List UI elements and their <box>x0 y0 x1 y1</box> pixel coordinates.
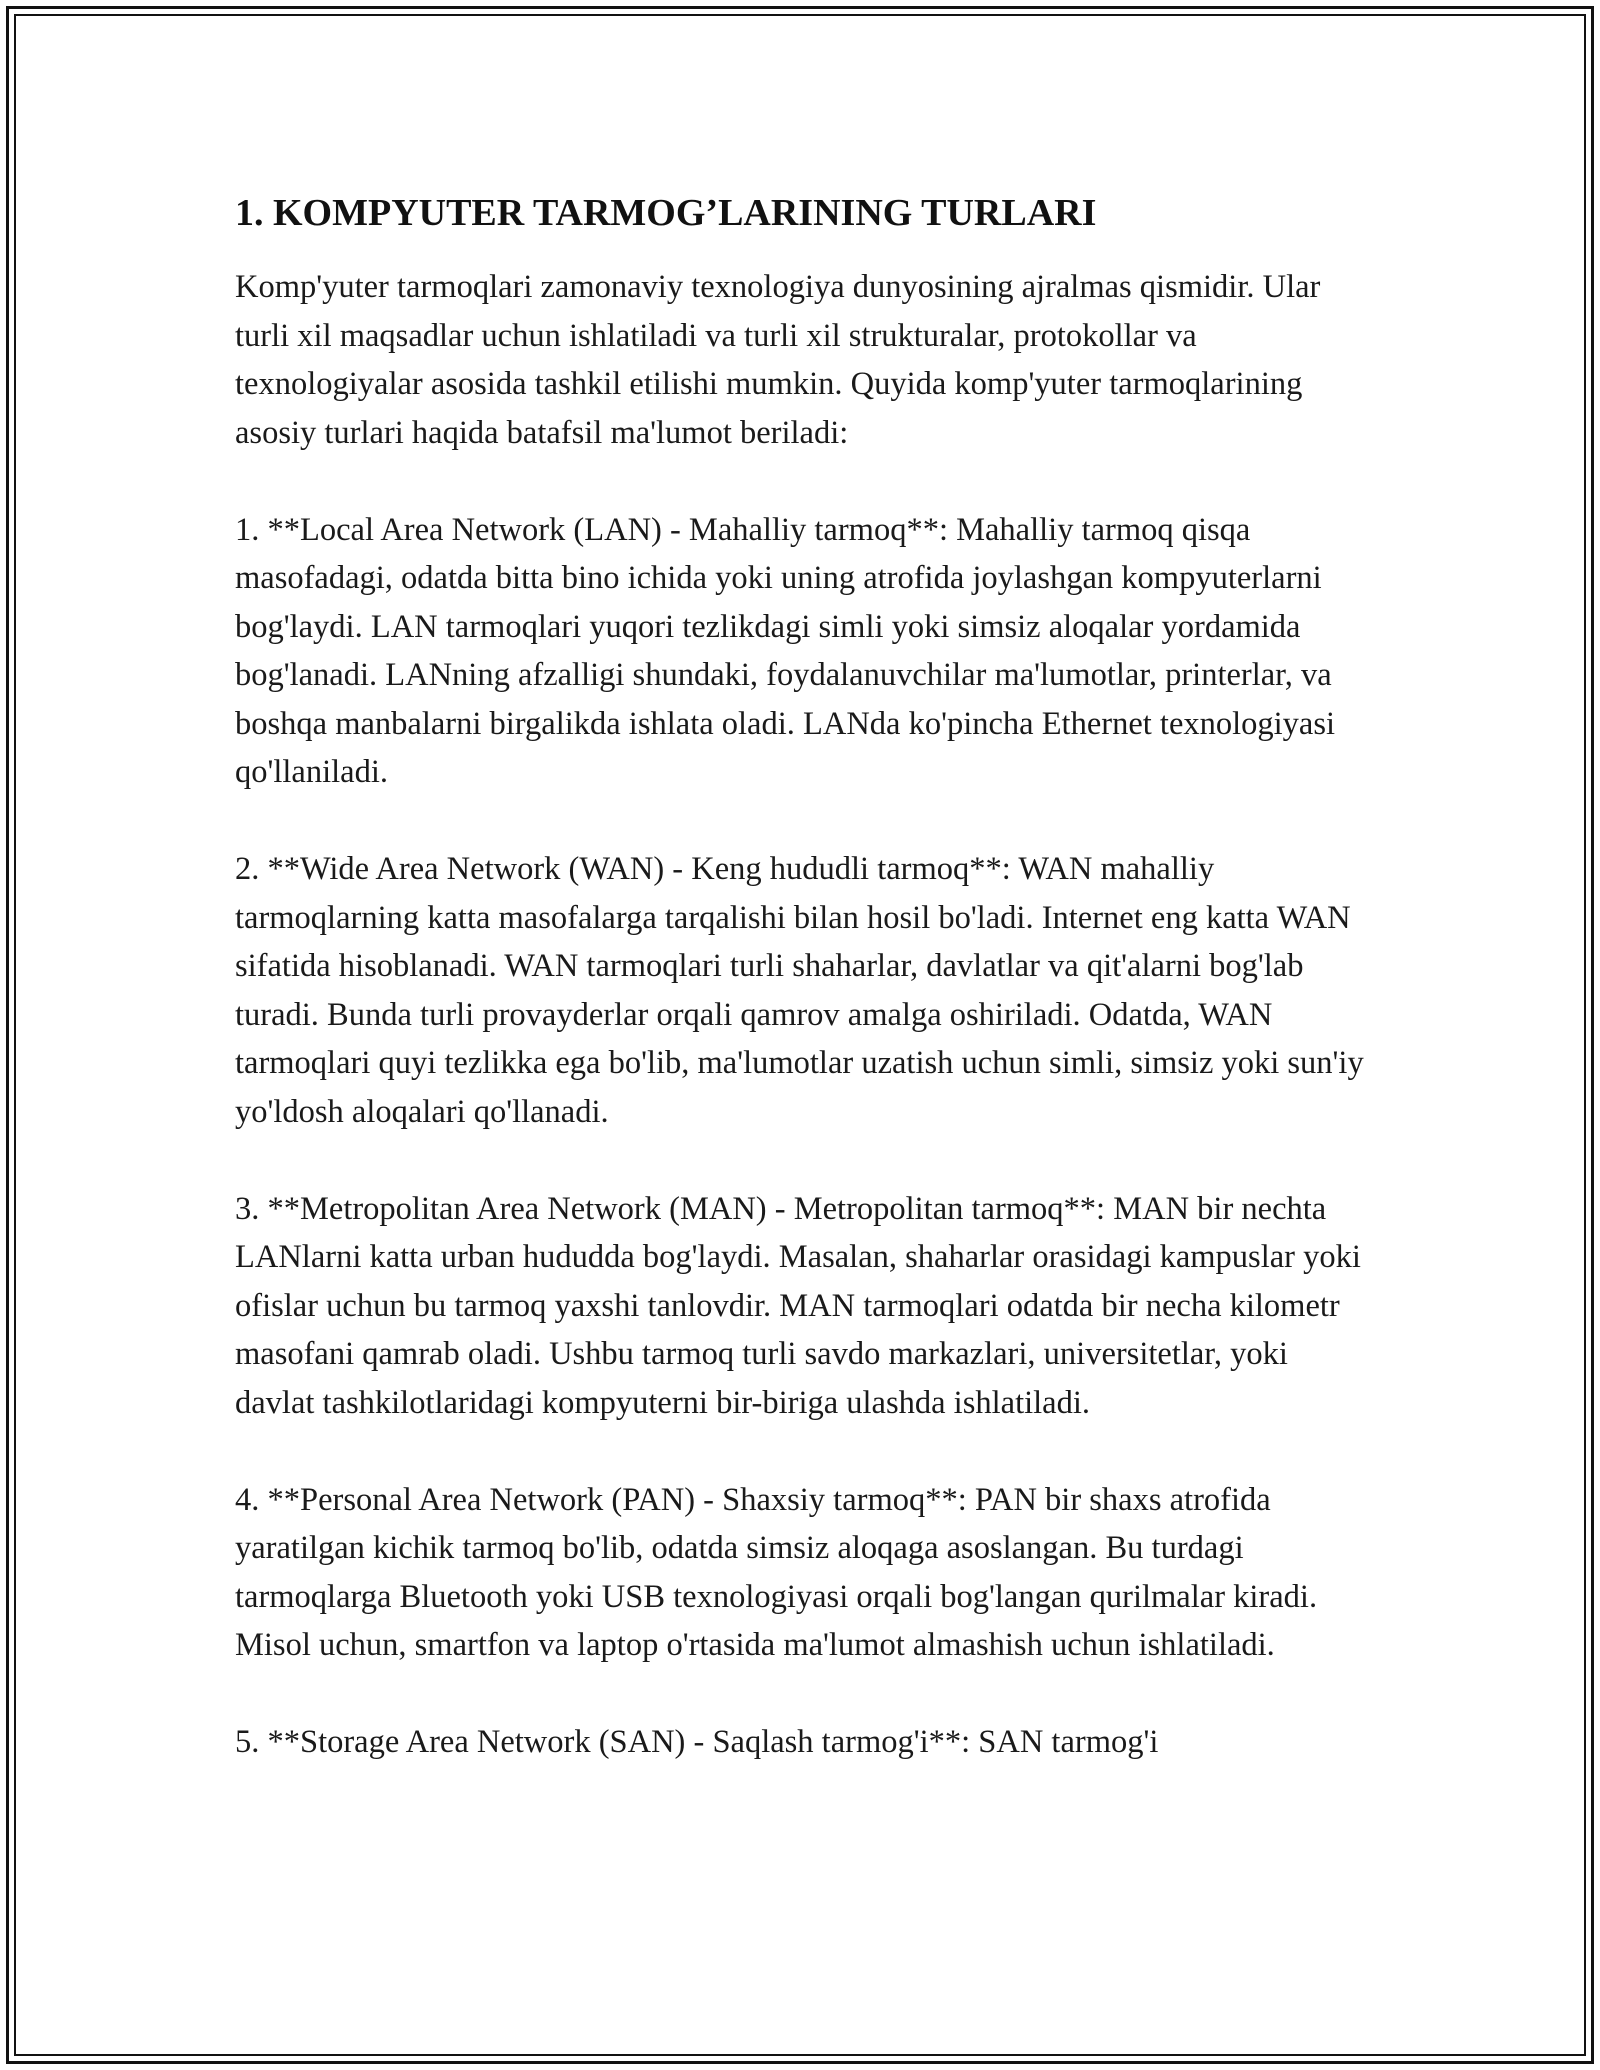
pan-paragraph: 4. **Personal Area Network (PAN) - Shaxsiy tarmoq**: PAN bir shaxs atrofida yaratilgan kichik tarmoq bo'lib, odatda simsiz aloqaga asoslangan. Bu turdagi tarmoqlarga Bluetooth yoki USB texnologiyasi orqali bog'langan qurilmalar kiradi. Misol uchun, smartfon va laptop o'rtasida ma'lumot almashish uchun ishlatiladi. <box>235 1481 1318 1663</box>
document-body <box>235 185 1370 1815</box>
man-paragraph: 3. **Metropolitan Area Network (MAN) - Metropolitan tarmoq**: MAN bir nechta LANlarni katta urban hududda bog'laydi. Masalan, shaharlar orasidagi kampuslar yoki ofislar uchun bu tarmoq yaxshi tanlovdir. MAN tarmoqlari odatda bir necha kilometr masofani qamrab oladi. Ushbu tarmoq turli savdo markazlari, universitetlar, yoki davlat tashkilotlaridagi kompyuterni bir-biriga ulashda ishlatiladi. <box>235 1190 1361 1421</box>
document-heading: 1. KOMPYUTER TARMOG’LARINING TURLARI <box>235 192 1097 234</box>
lan-paragraph: 1. **Local Area Network (LAN) - Mahalliy tarmoq**: Mahalliy tarmoq qisqa masofadagi, odatda bitta bino ichida yoki uning atrofida joylashgan kompyuterlarni bog'laydi. LAN tarmoqlari yuqori tezlikdagi simli yoki simsiz aloqalar yordamida bog'lanadi. LANning afzalligi shundaki, foydalanuvchilar ma'lumotlar, printerlar, va boshqa manbalarni birgalikda ishlata oladi. LANda ko'pincha Ethernet texnologiyasi qo'llaniladi. <box>235 511 1336 790</box>
intro-paragraph: Komp'yuter tarmoqlari zamonaviy texnologiya dunyosining ajralmas qismidir. Ular turli xil maqsadlar uchun ishlatiladi va turli xil strukturalar, protokollar va texnologiyalar asosida tashkil etilishi mumkin. Quyida komp'yuter tarmoqlarining asosiy turlari haqida batafsil ma'lumot beriladi: <box>235 269 1321 451</box>
san-paragraph: 5. **Storage Area Network (SAN) - Saqlash tarmog'i**: SAN tarmog'i <box>235 1724 1159 1760</box>
wan-paragraph: 2. **Wide Area Network (WAN) - Keng hududli tarmoq**: WAN mahalliy tarmoqlarning katta masofalarga tarqalishi bilan hosil bo'ladi. Internet eng katta WAN sifatida hisoblanadi. WAN tarmoqlari turli shaharlar, davlatlar va qit'alarni bog'lab turadi. Bunda turli provayderlar orqali qamrov amalga oshiriladi. Odatda, WAN tarmoqlari quyi tezlikka ega bo'lib, ma'lumotlar uzatish uchun simli, simsiz yoki sun'iy yo'ldosh aloqalari qo'llanadi. <box>235 851 1364 1130</box>
